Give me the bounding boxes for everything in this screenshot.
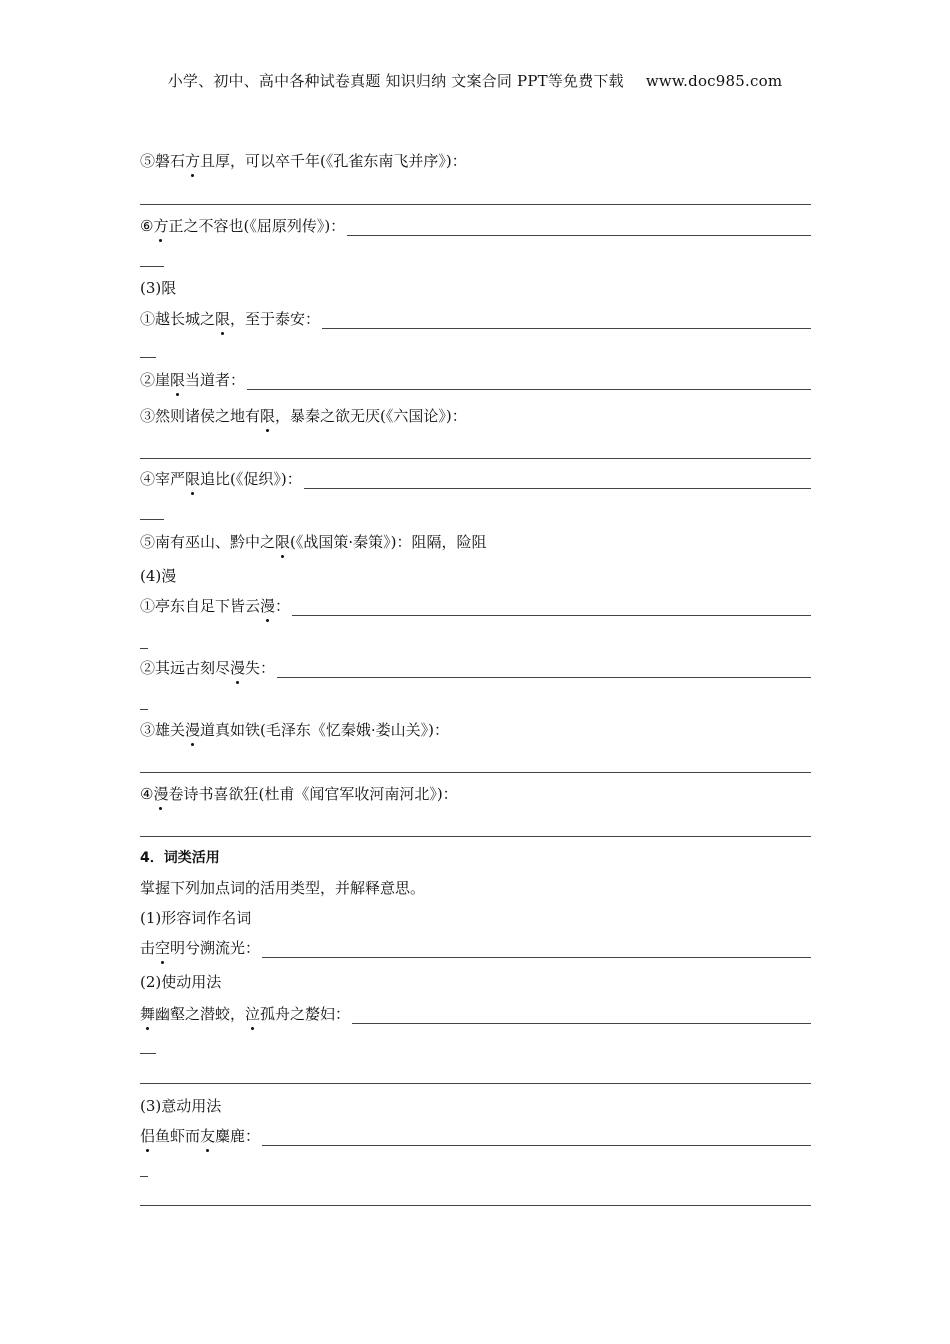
question-xian-2: ②崖限当道者： bbox=[140, 370, 811, 390]
question-man-1: ①亭东自足下皆云漫： bbox=[140, 596, 811, 616]
dotted-char: 漫 bbox=[185, 721, 201, 739]
question-fang-6: ⑥方正之不容也(《屈原列传》)： bbox=[140, 216, 811, 236]
question-fang-5: ⑤磐石方且厚，可以卒千年(《孔雀东南飞并序》)： bbox=[140, 152, 467, 170]
answer-line[interactable] bbox=[140, 836, 811, 837]
dotted-char: 限 bbox=[215, 310, 231, 328]
dotted-char: 方 bbox=[185, 152, 201, 170]
answer-line[interactable] bbox=[140, 1083, 811, 1084]
example-3: 侣鱼虾而友麋鹿： bbox=[140, 1126, 811, 1146]
answer-line-tail bbox=[140, 266, 164, 267]
answer-line-tail bbox=[140, 1053, 156, 1054]
answer-line[interactable] bbox=[140, 458, 811, 459]
question-xian-1: ①越长城之限，至于泰安： bbox=[140, 309, 811, 329]
category-1: (1)形容词作名词 bbox=[140, 909, 252, 927]
dotted-char: 漫 bbox=[153, 785, 169, 803]
answer-line[interactable] bbox=[247, 372, 811, 390]
header-text: 小学、初中、高中各种试卷真题 知识归纳 文案合同 PPT等免费下载 bbox=[167, 72, 624, 90]
question-xian-3: ③然则诸侯之地有限，暴秦之欲无厌(《六国论》)： bbox=[140, 407, 467, 425]
answer-line[interactable] bbox=[347, 218, 811, 236]
dotted-char: 限 bbox=[185, 470, 201, 488]
example-1: 击空明兮溯流光： bbox=[140, 938, 811, 958]
example-2: 舞幽壑之潜蛟，泣孤舟之嫠妇： bbox=[140, 1004, 811, 1024]
dotted-char: 友 bbox=[200, 1127, 216, 1145]
question-xian-5: ⑤南有巫山、黔中之限(《战国策·秦策》)：阻隔，险阻 bbox=[140, 533, 487, 551]
dotted-char: 漫 bbox=[230, 659, 246, 677]
dotted-char: 侣 bbox=[140, 1127, 156, 1145]
dotted-char: 限 bbox=[275, 533, 291, 551]
answer-line[interactable] bbox=[140, 772, 811, 773]
section-xian: (3)限 bbox=[140, 279, 177, 297]
category-3: (3)意动用法 bbox=[140, 1097, 222, 1115]
question-man-3: ③雄关漫道真如铁(毛泽东《忆秦娥·娄山关》)： bbox=[140, 721, 450, 739]
question-xian-4: ④宰严限追比(《促织》)： bbox=[140, 469, 811, 489]
answer-line-tail bbox=[140, 357, 156, 358]
dotted-char: 限 bbox=[170, 371, 186, 389]
answer-line[interactable] bbox=[292, 598, 811, 616]
answer-line-tail bbox=[140, 709, 148, 710]
dotted-char: 方 bbox=[153, 217, 169, 235]
answer-line-tail bbox=[140, 1176, 148, 1177]
question-man-2: ②其远古刻尽漫失： bbox=[140, 658, 811, 678]
answer-line[interactable] bbox=[352, 1006, 811, 1024]
dotted-char: 空 bbox=[155, 939, 171, 957]
dotted-char: 舞 bbox=[140, 1005, 156, 1023]
answer-line[interactable] bbox=[322, 311, 811, 329]
header-url: www.doc985.com bbox=[645, 72, 783, 90]
answer-line[interactable] bbox=[262, 1128, 811, 1146]
dotted-char: 泣 bbox=[245, 1005, 261, 1023]
dotted-char: 限 bbox=[260, 407, 276, 425]
answer-line[interactable] bbox=[304, 471, 811, 489]
answer-line[interactable] bbox=[140, 1205, 811, 1206]
answer-line-tail bbox=[140, 648, 148, 649]
section-man: (4)漫 bbox=[140, 567, 177, 585]
instruction: 掌握下列加点词的活用类型，并解释意思。 bbox=[140, 879, 426, 897]
answer-line-tail bbox=[140, 519, 164, 520]
dotted-char: 漫 bbox=[260, 597, 276, 615]
answer-line[interactable] bbox=[262, 940, 811, 958]
category-2: (2)使动用法 bbox=[140, 973, 222, 991]
question-man-4: ④漫卷诗书喜欲狂(杜甫《闻官军收河南河北》)： bbox=[140, 785, 458, 803]
answer-line[interactable] bbox=[277, 660, 811, 678]
page-header bbox=[0, 70, 950, 91]
section-heading-part4: 4．词类活用 bbox=[140, 850, 220, 866]
answer-line[interactable] bbox=[140, 204, 811, 205]
